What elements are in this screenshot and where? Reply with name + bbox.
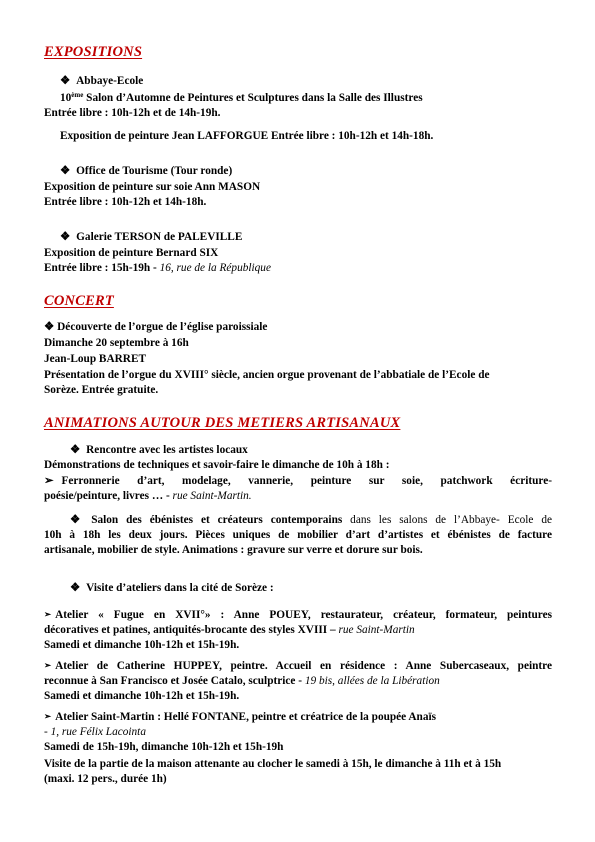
atelier-fugue-address: rue Saint-Martin <box>338 624 415 636</box>
mason-exhibition: Exposition de peinture sur soie Ann MASON <box>44 181 261 193</box>
small-arrow-bullet-icon: ➢ <box>44 609 52 619</box>
galerie-terson-title: ❖ Galerie TERSON de PALEVILLE <box>60 231 243 243</box>
office-tourisme-title: ❖ Office de Tourisme (Tour ronde) <box>60 165 233 177</box>
small-arrow-bullet-icon: ➢ <box>44 660 52 670</box>
diamond-bullet-icon: ❖ <box>70 444 81 456</box>
atelier-huppey-line1: ➢ Atelier de Catherine HUPPEY, peintre. Accueil en résidence : Anne Subercaseaux, peintre <box>44 660 552 672</box>
section-heading-concert: CONCERT <box>44 293 114 309</box>
abbaye-ecole-title: ❖ Abbaye-Ecole <box>60 75 144 87</box>
diamond-bullet-icon: ❖ <box>60 165 71 177</box>
atelier-huppey-address: 19 bis, allées de la Libération <box>304 675 440 687</box>
concert-date: Dimanche 20 septembre à 16h <box>44 337 189 349</box>
atelier-saint-martin-visit: Visite de la partie de la maison attenante au clocher le samedi à 15h, le dimanche à 11h et à 15h <box>44 758 502 770</box>
concert-description-line2: Sorèze. Entrée gratuite. <box>44 384 159 396</box>
diamond-bullet-icon: ❖ <box>60 75 71 87</box>
rencontre-address: rue Saint-Martin. <box>172 490 252 502</box>
orgue-title: ❖ Découverte de l’orgue de l’église paroissiale <box>44 321 268 333</box>
rencontre-list-line1: ➢ Ferronnerie d’art, modelage, vannerie, peinture sur soie, patchwork écriture- <box>44 475 552 487</box>
atelier-saint-martin-hours: Samedi de 15h-19h, dimanche 10h-12h et 15h-19h <box>44 741 284 753</box>
section-heading-animations: ANIMATIONS AUTOUR DES METIERS ARTISANAUX <box>44 415 401 431</box>
office-hours: Entrée libre : 10h-12h et 14h-18h. <box>44 196 207 208</box>
atelier-fugue-line1: ➢ Atelier « Fugue en XVII°» : Anne POUEY, restaurateur, créateur, formateur, peintures <box>44 609 552 621</box>
diamond-bullet-icon: ❖ <box>70 582 81 594</box>
concert-description-line1: Présentation de l’orgue du XVIII° siècle, ancien orgue provenant de l’abbatiale de l’Ecole de <box>44 369 490 381</box>
rencontre-title: ❖ Rencontre avec les artistes locaux <box>70 444 248 456</box>
atelier-saint-martin-capacity: (maxi. 12 pers., durée 1h) <box>44 773 167 785</box>
rencontre-intro: Démonstrations de techniques et savoir-faire le dimanche de 10h à 18h : <box>44 459 390 471</box>
diamond-bullet-icon: ❖ <box>60 231 71 243</box>
salon-ebenistes-line3: artisanale, mobilier de style. Animations : gravure sur verre et dorure sur bois. <box>44 544 423 556</box>
diamond-bullet-icon: ❖ <box>70 514 86 526</box>
small-arrow-bullet-icon: ➢ <box>44 711 52 721</box>
salon-ebenistes-line2: 10h à 18h les deux jours. Pièces uniques de mobilier d’art d’artistes et ébénistes de facture <box>44 529 552 541</box>
lafforgue-exhibition: Exposition de peinture Jean LAFFORGUE Entrée libre : 10h-12h et 14h-18h. <box>60 130 434 142</box>
diamond-bullet-icon: ❖ <box>44 321 55 333</box>
atelier-saint-martin-address: - 1, rue Félix Lacointa <box>44 726 146 738</box>
galerie-hours: Entrée libre : 15h-19h - 16, rue de la République <box>44 262 271 274</box>
galerie-address: 16, rue de la République <box>159 262 271 274</box>
salon-automne-line: 10ème Salon d’Automne de Peintures et Sculptures dans la Salle des Illustres <box>60 91 423 104</box>
atelier-fugue-hours: Samedi et dimanche 10h-12h et 15h-19h. <box>44 639 240 651</box>
six-exhibition: Exposition de peinture Bernard SIX <box>44 247 219 259</box>
atelier-huppey-line2: reconnue à San Francisco et Josée Catalo, sculptrice - 19 bis, allées de la Libération <box>44 675 440 687</box>
salon-ebenistes-line1: ❖ Salon des ébénistes et créateurs contemporains dans les salons de l’Abbaye- Ecole de <box>70 514 552 526</box>
atelier-huppey-hours: Samedi et dimanche 10h-12h et 15h-19h. <box>44 690 240 702</box>
atelier-fugue-line2: décoratives et patines, antiquités-brocante des styles XVIII – rue Saint-Martin <box>44 624 415 636</box>
arrow-bullet-icon: ➢ <box>44 475 54 487</box>
atelier-saint-martin-line1: ➢ Atelier Saint-Martin : Hellé FONTANE, peintre et créatrice de la poupée Anaïs <box>44 711 437 723</box>
abbaye-hours: Entrée libre : 10h-12h et de 14h-19h. <box>44 107 221 119</box>
section-heading-expositions: EXPOSITIONS <box>44 44 143 60</box>
visite-ateliers-title: ❖ Visite d’ateliers dans la cité de Sorèze : <box>70 582 274 594</box>
concert-performer: Jean-Loup BARRET <box>44 353 147 365</box>
rencontre-list-line2: poésie/peinture, livres … - rue Saint-Martin. <box>44 490 252 502</box>
